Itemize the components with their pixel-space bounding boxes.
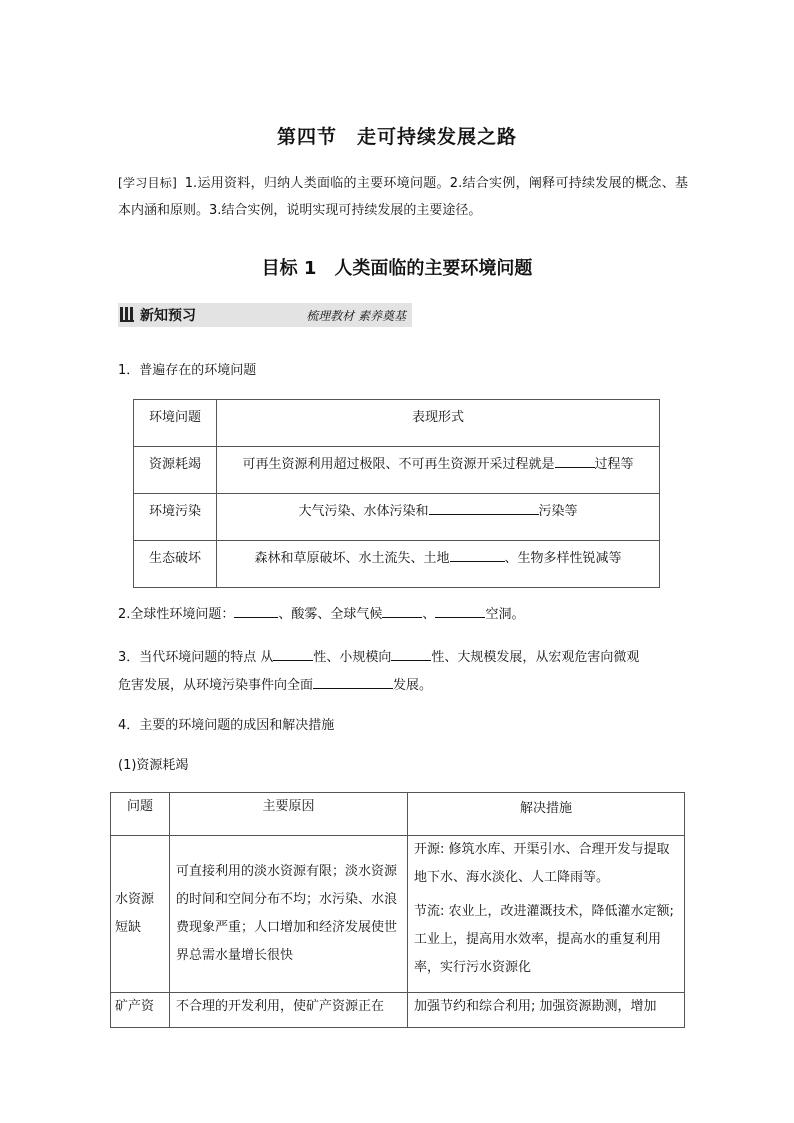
table-header: 主要原因 <box>170 793 408 836</box>
table-header: 表现形式 <box>217 400 660 447</box>
table-row <box>134 400 660 447</box>
learning-objectives <box>118 170 688 224</box>
q4-heading: 4．主要的环境问题的成因和解决措施 <box>118 718 335 733</box>
q3-paragraph <box>118 644 688 700</box>
form-text: 污染等 <box>538 504 578 519</box>
objectives-text: 1.运用资料，归纳人类面临的主要环境问题。2.结合实例，阐释可持续发展的概念、基本内涵和原则。3.结合实例，说明实现可持续发展的主要途径。 <box>118 176 688 218</box>
issue-cell: 矿产资 <box>111 993 170 1028</box>
book-icon <box>120 307 134 322</box>
banner-heading: 新知预习 <box>140 308 196 324</box>
q3-text: 发展。 <box>393 678 433 693</box>
q2-label: 2.全球性环境问题： <box>118 607 235 622</box>
measure-reduce-use: 节流: 农业上，改进灌溉技术，降低灌水定额; 工业上，提高用水效率，提高水的重复利用率，实行污水资源化 <box>414 904 674 975</box>
table-header: 解决措施 <box>408 793 685 836</box>
measure-cell <box>408 836 685 993</box>
table-row <box>134 541 660 588</box>
section-title <box>0 122 794 149</box>
issue-cell: 生态破坏 <box>134 541 217 588</box>
form-text: 过程等 <box>594 457 634 472</box>
q2-text: 、酸雾、全球气候 <box>278 607 383 622</box>
q2-line <box>118 603 524 622</box>
fill-blank[interactable] <box>273 646 313 661</box>
form-text: 可再生资源利用超过极限、不可再生资源开采过程就是 <box>242 457 555 472</box>
table-row <box>134 447 660 494</box>
q3-text: 危害发展，从环境污染事件向全面 <box>118 678 314 693</box>
form-cell <box>217 541 660 588</box>
fill-blank[interactable] <box>391 646 431 661</box>
fill-blank[interactable] <box>234 603 278 618</box>
form-cell <box>217 447 660 494</box>
q1-heading: 1．普遍存在的环境问题 <box>118 363 257 378</box>
fill-blank[interactable] <box>435 603 485 618</box>
measure-open-source: 开源: 修筑水库、开渠引水、合理开发与提取地下水、海水淡化、人工降雨等。 <box>414 842 670 885</box>
cause-cell: 可直接利用的淡水资源有限；淡水资源的时间和空间分布不均；水污染、水浪费现象严重；人口增加和经济发展使世界总需水量增长很快 <box>170 836 408 993</box>
table-row <box>134 494 660 541</box>
preview-banner <box>118 303 412 327</box>
fill-blank[interactable] <box>382 603 422 618</box>
goal-title: 人类面临的主要环境问题 <box>334 258 533 279</box>
q2-text: 空洞。 <box>485 607 525 622</box>
table-row <box>111 993 685 1028</box>
objectives-tag: [学习目标] <box>118 176 177 190</box>
resource-depletion-table <box>110 792 685 1028</box>
environment-issues-table <box>133 399 660 588</box>
section-title-text: 走可持续发展之路 <box>357 126 518 148</box>
form-text: 大气污染、水体污染和 <box>298 504 429 519</box>
fill-blank[interactable] <box>555 453 595 468</box>
issue-cell: 资源耗竭 <box>134 447 217 494</box>
q3-text: 性、小规模向 <box>313 650 392 665</box>
fill-blank[interactable] <box>429 500 539 515</box>
table-row <box>111 793 685 836</box>
banner-motto: 梳理教材 素养奠基 <box>306 309 406 323</box>
table-header: 环境问题 <box>134 400 217 447</box>
table-row <box>111 836 685 993</box>
fill-blank[interactable] <box>450 547 505 562</box>
section-number: 第四节 <box>276 126 337 148</box>
goal-number: 目标 1 <box>261 258 317 279</box>
issue-cell: 环境污染 <box>134 494 217 541</box>
cause-cell: 不合理的开发利用，使矿产资源正在 <box>170 993 408 1028</box>
measure-cell: 加强节约和综合利用; 加强资源勘测，增加 <box>408 993 685 1028</box>
issue-cell: 水资源短缺 <box>111 836 170 993</box>
q3-text: 3．当代环境问题的特点 从 <box>118 650 274 665</box>
form-text: 、生物多样性锐减等 <box>504 551 622 566</box>
table-header: 问题 <box>111 793 170 836</box>
q2-text: 、 <box>422 607 436 622</box>
form-cell <box>217 494 660 541</box>
fill-blank[interactable] <box>313 674 393 689</box>
q3-text: 性、大规模发展，从宏观危害向微观 <box>431 650 640 665</box>
form-text: 森林和草原破坏、水土流失、土地 <box>254 551 450 566</box>
q4-subheading: (1)资源耗竭 <box>118 758 189 773</box>
goal-heading <box>0 254 794 280</box>
